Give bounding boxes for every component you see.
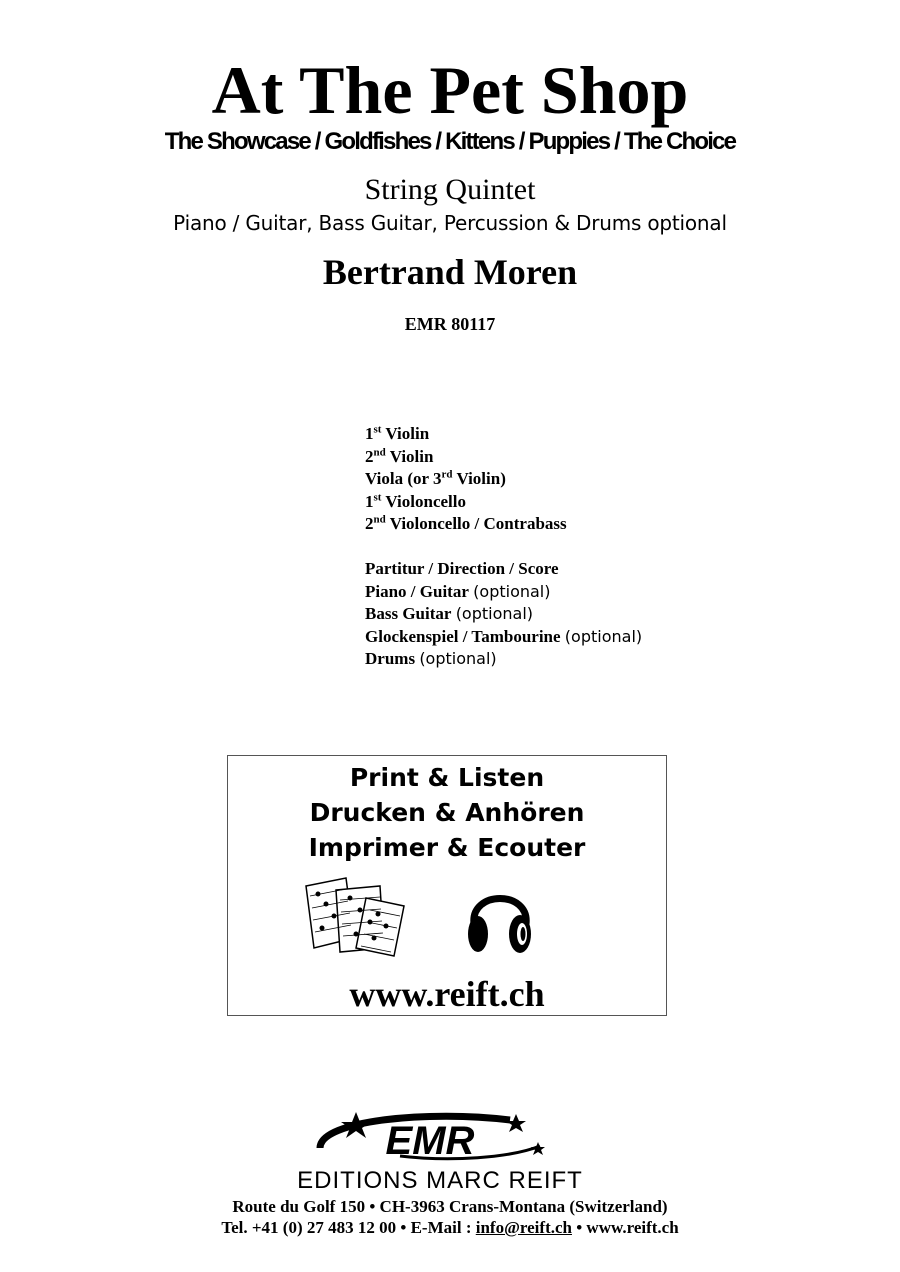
part-piano-guitar: Piano / Guitar (optional) xyxy=(365,581,551,601)
publisher-name: EDITIONS MARC REIFT xyxy=(297,1167,583,1194)
headphones-icon xyxy=(464,878,536,958)
part-cello-2: 2nd Violoncello / Contrabass xyxy=(365,513,567,534)
part-violin-2: 2nd Violin xyxy=(365,445,434,466)
part-bass-guitar: Bass Guitar (optional) xyxy=(365,604,534,624)
logo-text: EMR xyxy=(385,1119,475,1163)
part-drums: Drums (optional) xyxy=(365,649,497,669)
promo-line-fr: Imprimer & Ecouter xyxy=(308,833,586,862)
emr-logo xyxy=(250,1100,650,1195)
sheet-music-icon xyxy=(300,876,412,958)
part-viola: Viola (or 3rd Violin) xyxy=(365,468,506,489)
print-listen-box xyxy=(227,755,667,1016)
ensemble-label: String Quintet xyxy=(364,173,536,206)
website-link[interactable]: • www.reift.ch xyxy=(571,1218,679,1237)
promo-line-en: Print & Listen xyxy=(349,763,545,792)
part-glockenspiel: Glockenspiel / Tambourine (optional) xyxy=(365,626,643,646)
part-violin-1: 1st Violin xyxy=(365,423,430,443)
promo-line-de: Drucken & Anhören xyxy=(309,798,585,827)
part-score: Partitur / Direction / Score xyxy=(365,558,559,578)
page-title: At The Pet Shop xyxy=(211,52,689,128)
parts-list xyxy=(365,423,642,671)
promo-website[interactable]: www.reift.ch xyxy=(349,974,545,1014)
composer-name: Bertrand Moren xyxy=(322,252,578,292)
part-cello-1: 1st Violoncello xyxy=(365,491,466,511)
email-link[interactable]: info@reift.ch xyxy=(475,1218,572,1237)
optional-instruments: Piano / Guitar, Bass Guitar, Percussion & Drums optional xyxy=(173,211,727,235)
publisher-address: Route du Golf 150 • CH-3963 Crans-Montana (Switzerland) xyxy=(232,1197,668,1216)
publisher-contact: Tel. +41 (0) 27 483 12 00 • E-Mail : info@reift.ch • www.reift.ch xyxy=(221,1218,679,1237)
movements-subtitle: The Showcase / Goldfishes / Kittens / Puppies / The Choice xyxy=(164,128,736,155)
catalog-number: EMR 80117 xyxy=(404,314,496,334)
